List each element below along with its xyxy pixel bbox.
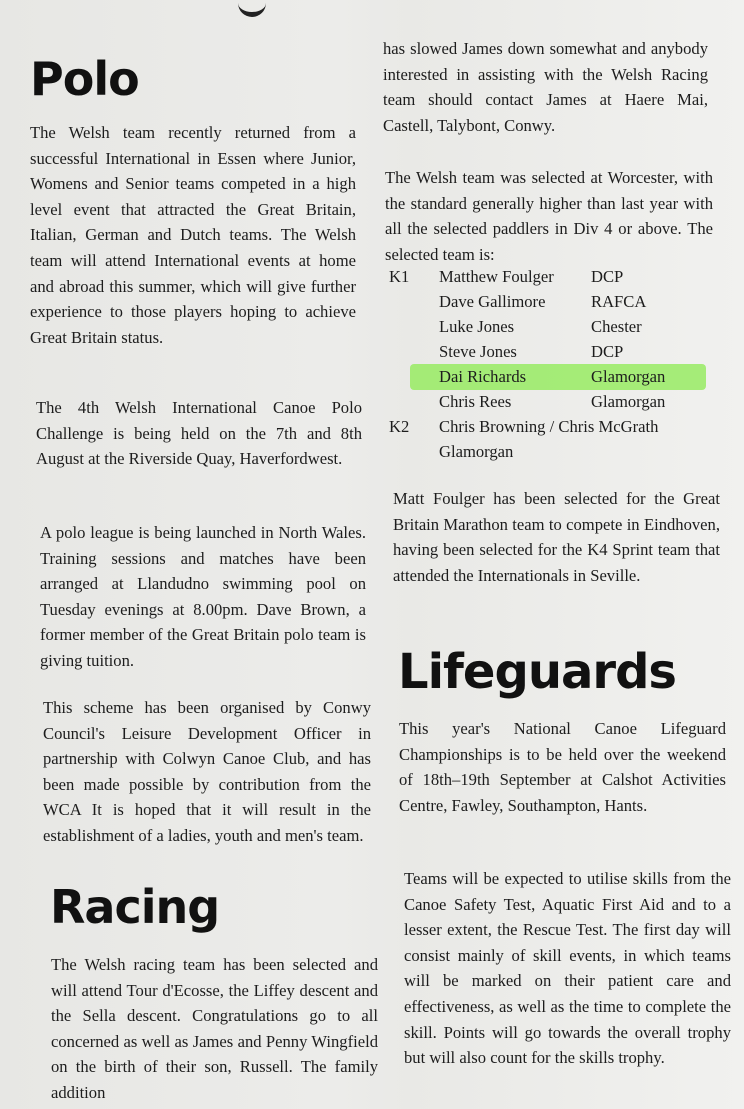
team-member-name: Matthew Foulger bbox=[439, 267, 554, 286]
team-member-club: DCP bbox=[591, 267, 624, 286]
team-member-club: Chester bbox=[591, 317, 642, 336]
polo-paragraph-2: The 4th Welsh International Canoe Polo Challenge is being held on the 7th and 8th August at the Riverside Quay, Haverfordwest. bbox=[36, 398, 362, 469]
team-row bbox=[389, 389, 719, 414]
team-member-name: Steve Jones bbox=[439, 342, 517, 361]
racing-paragraph-1: The Welsh racing team has been selected and will attend Tour d'Ecosse, the Liffey descent and the Sella descent. Congratulations go to all concerned as well as James and Penny Wingfield on the birth of their son, Russell. The family addition bbox=[51, 955, 378, 1102]
team-member-name: Chris Rees bbox=[439, 392, 512, 411]
lifeguards-paragraph-2: Teams will be expected to utilise skills from the Canoe Safety Test, Aquatic First Aid and to a lesser extent, the Rescue Test. The first day will consist mainly of skill events, in which teams will be marked on their patient care and effectiveness, as well as the time to complete the skill. Points will go towards the overall trophy but will also count for the skills trophy. bbox=[404, 869, 731, 1068]
decorative-mark bbox=[238, 0, 266, 17]
team-row bbox=[389, 264, 719, 289]
team-member-name: Dai Richards bbox=[439, 367, 527, 386]
team-member-name: Dave Gallimore bbox=[439, 292, 546, 311]
team-member-name: Glamorgan bbox=[439, 442, 514, 461]
team-member-club: Glamorgan bbox=[591, 392, 666, 411]
team-member-club: Glamorgan bbox=[591, 367, 666, 386]
lifeguards-paragraph-1: This year's National Canoe Lifeguard Championships is to be held over the weekend of 18th–19th September at Calshot Activities Centre, Fawley, Southampton, Hants. bbox=[399, 719, 726, 815]
team-class: K1 bbox=[389, 267, 410, 286]
team-member-club: DCP bbox=[591, 342, 624, 361]
team-member-name: Luke Jones bbox=[439, 317, 515, 336]
team-row bbox=[389, 314, 719, 339]
team-row bbox=[389, 289, 719, 314]
racing-heading: Racing bbox=[50, 880, 220, 934]
team-row bbox=[389, 439, 719, 464]
polo-paragraph-3: A polo league is being launched in North Wales. Training sessions and matches have been arranged at Llandudno swimming pool on Tuesday evenings at 8.00pm. Dave Brown, a former member of the Great Britain polo team is giving tuition. bbox=[40, 523, 366, 670]
racing-paragraph-2: has slowed James down somewhat and anybody interested in assisting with the Welsh Racing team should contact James at Haere Mai, Castell, Talybont, Conwy. bbox=[383, 39, 708, 135]
team-member-name: Chris Browning / Chris McGrath bbox=[439, 417, 659, 436]
team-row bbox=[389, 339, 719, 364]
racing-paragraph-4: Matt Foulger has been selected for the Great Britain Marathon team to compete in Eindhoven, having been selected for the K4 Sprint team that attended the Internationals in Seville. bbox=[393, 489, 720, 585]
lifeguards-heading: Lifeguards bbox=[398, 644, 676, 700]
team-row-highlighted bbox=[389, 364, 719, 389]
polo-paragraph-1: The Welsh team recently returned from a successful International in Essen where Junior, Womens and Senior teams competed in a high level event that attracted the Great Britain, Italian, German and Dutch teams. The Welsh team will attend International events at home and abroad this summer, which will give further experience to those players hoping to achieve Great Britain status. bbox=[30, 123, 356, 347]
team-row bbox=[389, 414, 719, 439]
selected-team-list bbox=[389, 264, 719, 464]
polo-heading: Polo bbox=[30, 52, 139, 106]
racing-paragraph-3: The Welsh team was selected at Worcester, with the standard generally higher than last year with all the selected paddlers in Div 4 or above. The selected team is: bbox=[385, 168, 713, 264]
team-member-club: RAFCA bbox=[591, 292, 647, 311]
team-class: K2 bbox=[389, 417, 410, 436]
polo-paragraph-4: This scheme has been organised by Conwy Council's Leisure Development Officer in partnership with Colwyn Canoe Club, and has been made possible by contribution from the WCA It is hoped that it will result in the establishment of a ladies, youth and men's team. bbox=[43, 698, 371, 845]
